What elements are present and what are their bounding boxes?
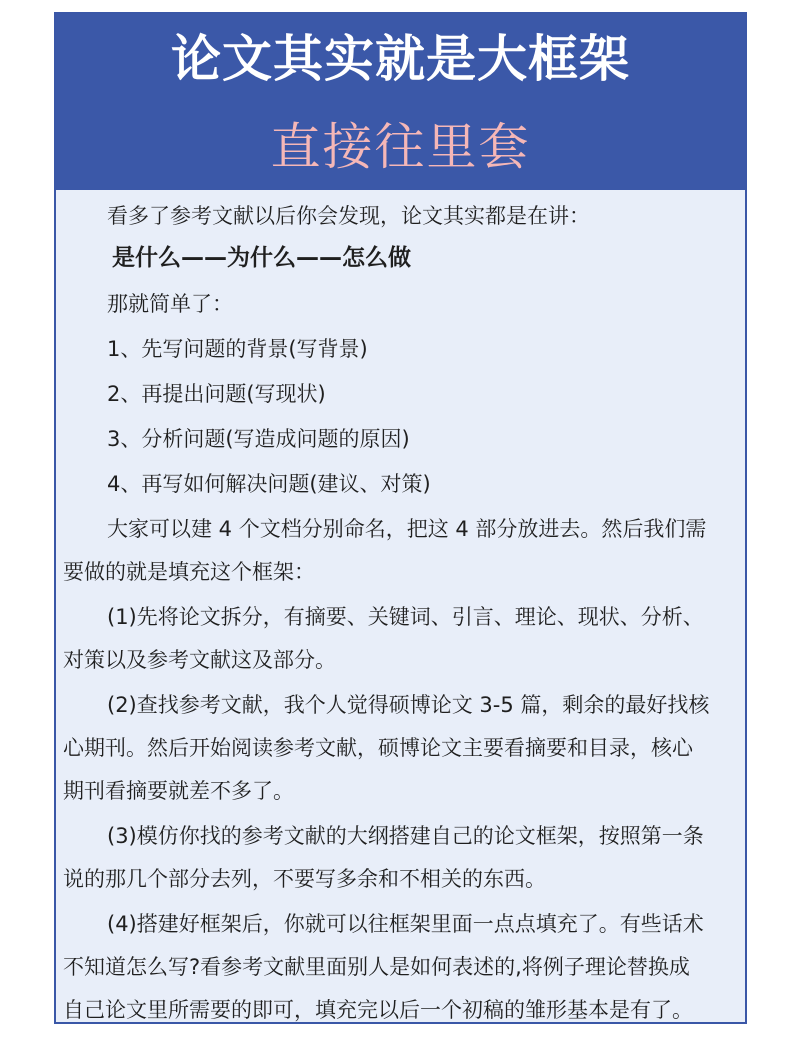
point-2-line: (2)查找参考文献，我个人觉得硕博论文 3-5 篇，剩余的最好找核 bbox=[107, 693, 710, 717]
point-3-line: (3)模仿你找的参考文献的大纲搭建自己的论文框架，按照第一条 bbox=[107, 824, 704, 848]
intro-text: 看多了参考文献以后你会发现，论文其实都是在讲： bbox=[107, 204, 590, 228]
point-4-line: 不知道怎么写?看参考文献里面别人是如何表述的,将例子理论替换成 bbox=[63, 955, 690, 979]
page-title: 论文其实就是大框架 bbox=[171, 30, 630, 88]
point-2-line: 期刊看摘要就差不多了。 bbox=[63, 779, 294, 803]
paragraph-line: 大家可以建 4 个文档分别命名，把这 4 部分放进去。然后我们需 bbox=[107, 517, 707, 541]
step-1: 1、先写问题的背景(写背景) bbox=[107, 337, 368, 361]
paragraph-line: 要做的就是填充这个框架： bbox=[63, 560, 315, 584]
point-2-line: 心期刊。然后开始阅读参考文献，硕博论文主要看摘要和目录，核心 bbox=[63, 736, 693, 760]
note-card bbox=[54, 12, 747, 1024]
point-3-line: 说的那几个部分去列，不要写多余和不相关的东西。 bbox=[63, 867, 546, 891]
point-4-line: 自己论文里所需要的即可，填充完以后一个初稿的雏形基本是有了。 bbox=[63, 998, 693, 1022]
step-3: 3、分析问题(写造成问题的原因) bbox=[107, 427, 410, 451]
content-body bbox=[56, 190, 745, 1022]
point-1-line: 对策以及参考文献这及部分。 bbox=[63, 648, 336, 672]
step-4: 4、再写如何解决问题(建议、对策) bbox=[107, 472, 431, 496]
point-1-line: (1)先将论文拆分，有摘要、关键词、引言、理论、现状、分析、 bbox=[107, 605, 704, 629]
page-subtitle: 直接往里套 bbox=[270, 118, 531, 176]
simple-text: 那就简单了： bbox=[107, 292, 233, 316]
point-4-line: (4)搭建好框架后，你就可以往框架里面一点点填充了。有些话术 bbox=[107, 912, 704, 936]
step-2: 2、再提出问题(写现状) bbox=[107, 382, 326, 406]
header-banner bbox=[56, 14, 745, 190]
key-phrase: 是什么——为什么——怎么做 bbox=[112, 245, 411, 271]
